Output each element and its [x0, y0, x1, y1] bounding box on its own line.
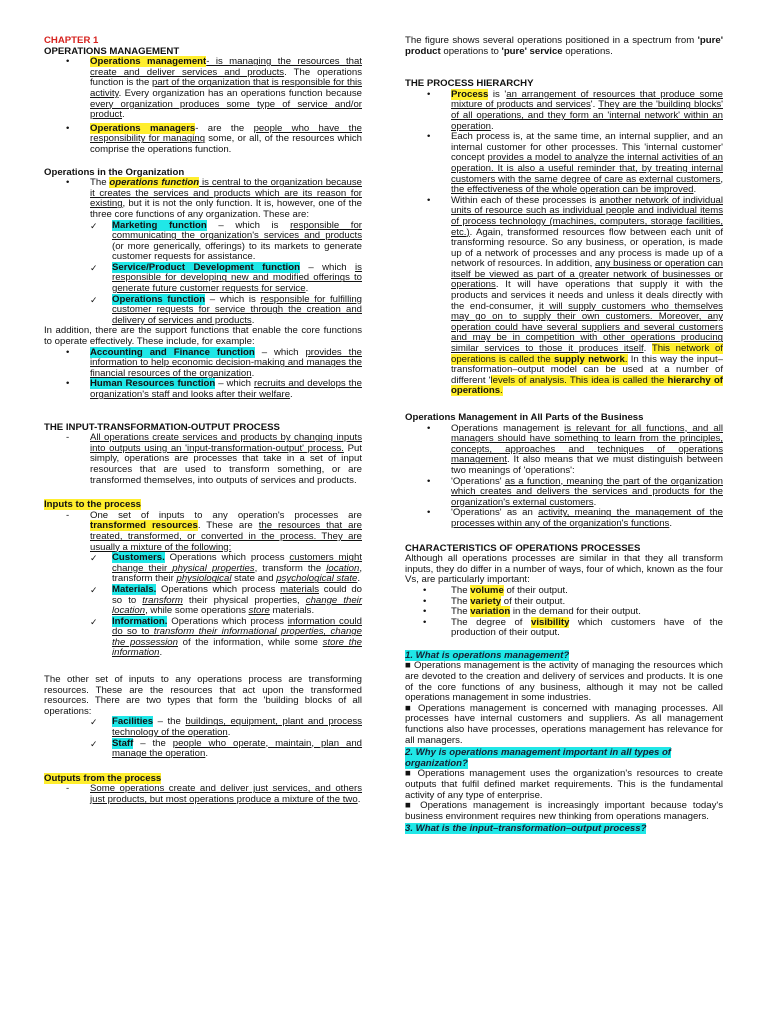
- list-item: ✓ Marketing function – which is responsible for communicating the organization's services and products (or more generically, offerings) to its markets to generate customer requests for assistance.: [44, 221, 362, 263]
- list-item: • Accounting and Finance function – which provides the information to help economic decision-making and manages the financial resources of the organization.: [44, 348, 362, 380]
- paragraph: ■ Operations management is the activity of managing the resources which are devoted to the creation and delivery of services and products. It is one of the core functions of any business, although it may not be called operations management in some industries.: [405, 660, 723, 704]
- paragraph: The other set of inputs to any operations process are transforming resources. These are the resources that act upon the transformed resources. There are two types that form the 'building blocks of all operations:: [44, 674, 362, 717]
- question-heading: 2. Why is operations management important in all types of organization?: [405, 747, 672, 769]
- right-column: [405, 36, 723, 835]
- paragraph: ■ Operations management is concerned with managing processes. All processes have internal customers and suppliers. As all management functions also have processes, operations management has relevance for all managers.: [405, 702, 723, 746]
- list-item: - One set of inputs to any operation's processes are transformed resources. These are the resources that are treated, transformed, or converted in the process. They are usually a mixture of the following:: [44, 511, 362, 553]
- list-item: ✓ Information. Operations which process information could do so to transform their informational properties, change the possession of the information, while some store the information.: [44, 617, 362, 659]
- section-heading: Operations in the Organization: [44, 166, 185, 178]
- paragraph: The figure shows several operations positioned in a spectrum from 'pure' product operations to 'pure' service operations.: [405, 35, 723, 57]
- core-functions: [44, 221, 362, 327]
- list-item: • Operations managers- are the people who have the responsibility for managing some, or all, of the resources which comprise the operations function.: [44, 124, 362, 156]
- chapter-title: OPERATIONS MANAGEMENT: [44, 45, 180, 57]
- list-item: ✓ Staff – the people who operate, maintain, plan and manage the operation.: [44, 739, 362, 760]
- list-item: • Operations management- is managing the resources that create and deliver services and products. The operations function is the part of the organization that is responsible for this activity. Every organization has an operations function because every organization produces some type of service and/or product.: [44, 57, 362, 121]
- section-heading: Operations Management in All Parts of the Business: [405, 412, 644, 423]
- section-heading: THE INPUT-TRANSFORMATION-OUTPUT PROCESS: [44, 421, 280, 433]
- paragraph: ■ Operations management is increasingly important because today's business environment requires new thinking from operations managers.: [405, 800, 723, 822]
- outputs-list: [44, 784, 362, 805]
- om-definitions: [44, 57, 362, 155]
- support-functions: [44, 348, 362, 401]
- list-item: ✓ Operations function – which is responsible for fulfilling customer requests for service through the creation and delivery of services and products.: [44, 295, 362, 327]
- section-heading: Inputs to the process: [44, 499, 142, 511]
- list-item: • The degree of visibility which customers have of the production of their output.: [405, 618, 723, 639]
- question-heading: 1. What is operations management?: [405, 649, 570, 661]
- list-item: - All operations create services and products by changing inputs into outputs using an 'input-transformation-output' process. Put simply, operations are processes that take in a set of input resources that are used to transform something, or are transformed themselves, into outputs of services and products.: [44, 433, 362, 486]
- list-item: • 'Operations' as a function, meaning the part of the organization which creates and delivers the services and products for the organization's external customers.: [405, 477, 723, 509]
- list-item: • Human Resources function – which recruits and develops the organization's staff and looks after their welfare.: [44, 379, 362, 400]
- list-item: - Some operations create and deliver just services, and others just products, but most operations produce a mixture of the two.: [44, 784, 362, 805]
- paragraph: ■ Operations management uses the organization's resources to create outputs that fulfil defined market requirements. This is the fundamental activity of any type of enterprise.: [405, 768, 723, 801]
- ito-list: [44, 433, 362, 486]
- list-item: • The variation in the demand for their output.: [405, 607, 723, 618]
- section-heading: THE PROCESS HIERARCHY: [405, 78, 534, 90]
- list-item: ✓ Facilities – the buildings, equipment, plant and process technology of the operation.: [44, 717, 362, 738]
- transformed-resources: [44, 553, 362, 659]
- list-item: • The volume of their output.: [405, 586, 723, 597]
- question-heading: 3. What is the input–transformation–output process?: [405, 823, 647, 835]
- all-parts-list: [405, 424, 723, 530]
- list-item: • Within each of these processes is another network of individual units of resource such as individual people and individual items of process technology (machines, computers, storage facilities, etc.). Again, transformed resources flow between each unit of transforming resource. So any business, or operation, is made up of a network of processes and any process is made up of a network of resources. In addition, any business or operation can itself be viewed as part of a greater network of businesses or operations. It will have operations that supply it with the products and services it needs and unless it deals directly with the end-consumer, it will supply customers who themselves may go on to supply their own customers. Moreover, any operation could have several suppliers and several customers and may be in competition with other operations producing similar services to those it produces itself. This network of operations is called the supply network. In this way the input–transformation–output model can be used at a number of different 'levels of analysis. This idea is called the hierarchy of operations.: [405, 196, 723, 397]
- list-item: ✓ Materials. Operations which process materials could do so to transform their physical properties, change their location, while some operations store materials.: [44, 585, 362, 617]
- section-heading: Outputs from the process: [44, 772, 162, 784]
- section-heading: CHARACTERISTICS OF OPERATIONS PROCESSES: [405, 542, 641, 554]
- transforming-resources: [44, 717, 362, 759]
- list-item: ✓ Service/Product Development function – which is responsible for developing new and modified offerings to generate future customer requests for service.: [44, 263, 362, 295]
- list-item: • The operations function is central to the organization because it creates the services and products which are its reason for existing, but it is not the only function. It is, however, one of the three core functions of any organization. These are: ✓ Marketing function – which is responsible for communicating the organization's services and products (or more generically, offerings) to its markets to generate customer requests for assistance. ✓ Service/Product Development function – which is responsible for developing new and modified offerings to generate future customer requests for service. ✓ Operations function – which is responsible for fulfilling customer requests for service through the creation and delivery of services and products.: [44, 178, 362, 326]
- list-item: • 'Operations' as an activity, meaning the management of the processes within any of the organization's functions.: [405, 508, 723, 529]
- org-list: [44, 178, 362, 326]
- hierarchy-list: [405, 90, 723, 397]
- list-item: • Operations management is relevant for all functions, and all managers should have something to learn from the principles, concepts, approaches and techniques of operations management. It also means that we must distinguish between two meanings of 'operations':: [405, 424, 723, 477]
- list-item: • Process is 'an arrangement of resources that produce some mixture of products and services'. They are the 'building blocks' of all operations, and they form an 'internal network' within an operation.: [405, 90, 723, 132]
- left-column: [44, 36, 362, 806]
- paragraph: In addition, there are the support functions that enable the core functions to operate effectively. These include, for example:: [44, 325, 362, 348]
- list-item: • The variety of their output.: [405, 597, 723, 608]
- chapter-label: CHAPTER 1: [44, 35, 99, 46]
- four-vs-list: [405, 586, 723, 639]
- paragraph: Although all operations processes are similar in that they all transform inputs, they do differ in a number of ways, four of which, known as the four Vs, are particularly important:: [405, 553, 723, 586]
- list-item: • Each process is, at the same time, an internal supplier, and an internal customer for other processes. This 'internal customer' concept provides a model to analyze the internal activities of an operation. It is also a useful reminder that, by treating internal customers with the same degree of care as external customers, the effectiveness of the whole operation can be improved.: [405, 132, 723, 196]
- list-item: ✓ Customers. Operations which process customers might change their physical properties, transform the location, transform their physiological state and psychological state.: [44, 553, 362, 585]
- inputs-list: [44, 511, 362, 553]
